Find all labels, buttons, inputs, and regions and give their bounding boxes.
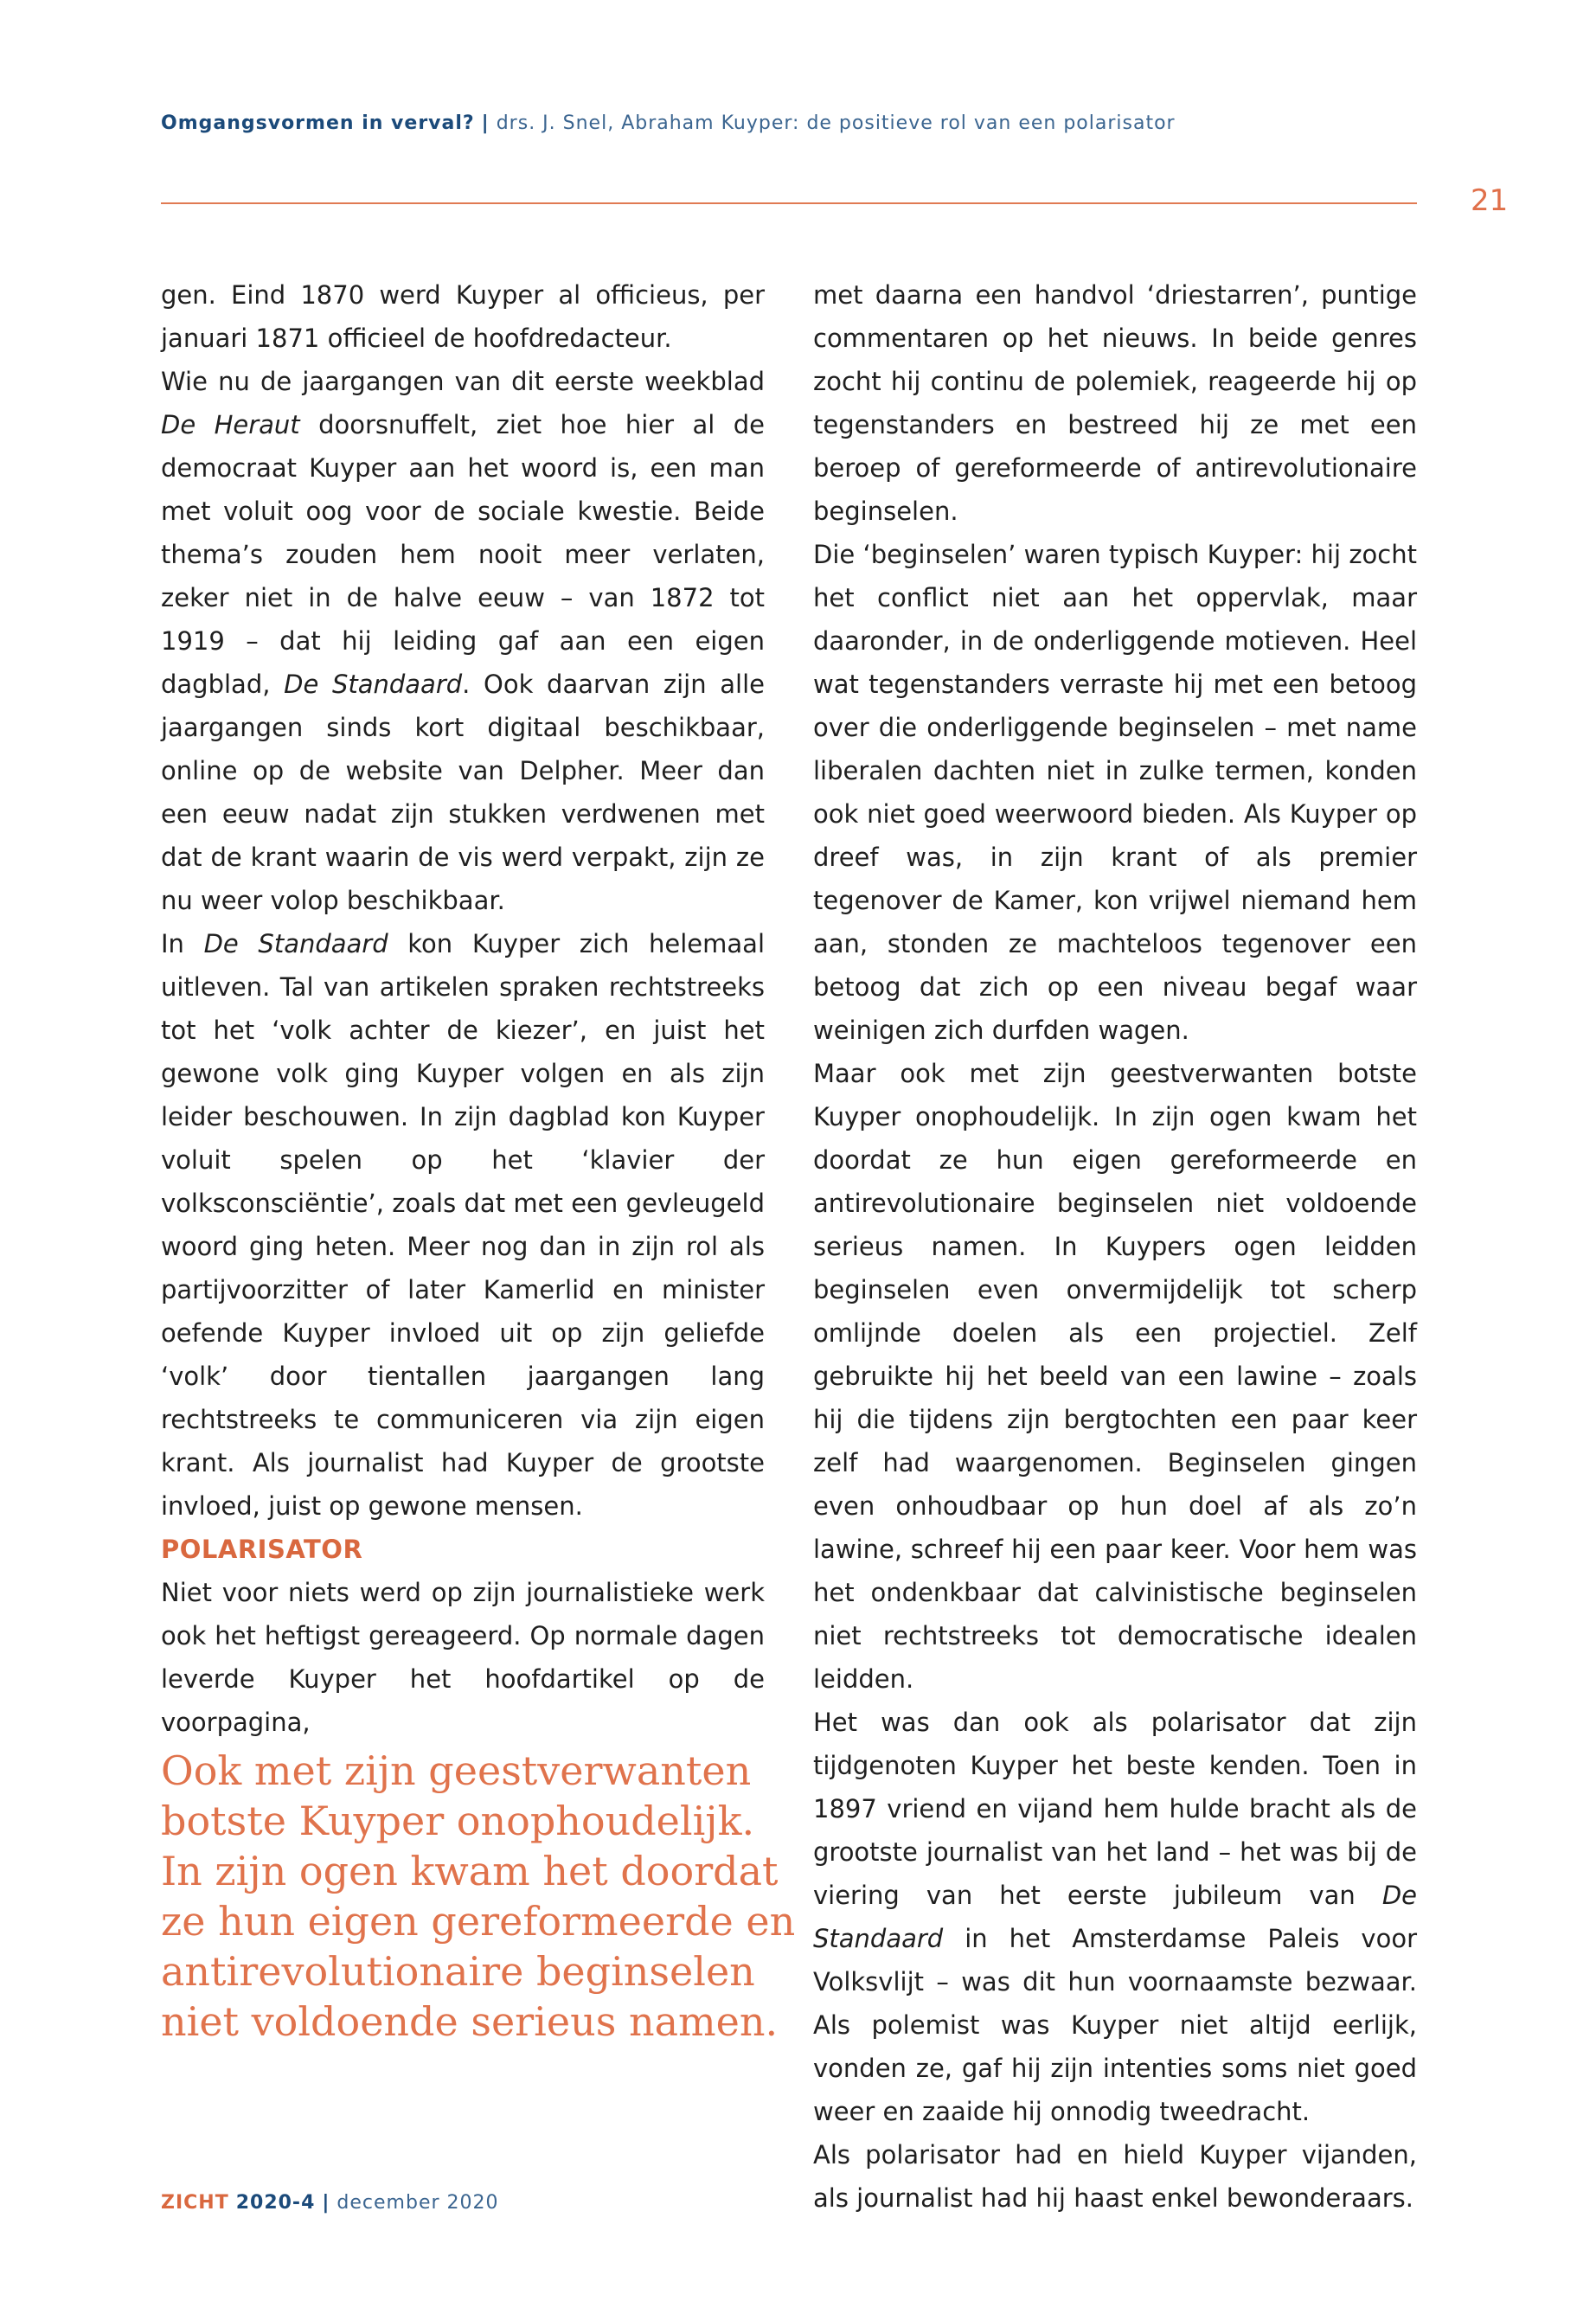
- left-paragraph-3: [161, 922, 765, 1528]
- footer-separator: |: [322, 2192, 330, 2214]
- footer-issue: 2020-4: [235, 2192, 316, 2214]
- header-rule: [161, 202, 1417, 204]
- italic-title: De Standaard: [813, 1881, 1417, 1953]
- text-run: Wie nu de jaargangen van dit eerste weekblad: [161, 367, 765, 396]
- left-paragraph-1: gen. Eind 1870 werd Kuyper al officieus, per januari 1871 officieel de hoofdredacteur.: [161, 280, 765, 353]
- right-paragraph-1: met daarna een handvol ‘driestarren’, puntige commentaren op het nieuws. In beide genres zocht hij continu de polemiek, reageerde hij op tegenstanders en bestreed hij ze met een beroep of gereformeerde of antirevolutionaire beginselen.: [813, 280, 1417, 526]
- text-run: kon Kuyper zich helemaal uitleven. Tal van artikelen spraken rechtstreeks tot het ‘volk achter de kiezer’, en juist het gewone volk ging Kuyper volgen en als zijn leider beschouwen. In zijn dagblad kon Kuyper voluit spelen op het ‘klavier der volksconsciëntie’, zoals dat met een gevleugeld woord ging heten. Meer nog dan in zijn rol als partijvoorzitter of later Kamerlid en minister oefende Kuyper invloed uit op zijn geliefde ‘volk’ door tientallen jaargangen lang rechtstreeks te communiceren via zijn eigen krant. Als journalist had Kuyper de grootste invloed, juist op gewone mensen.: [161, 929, 765, 1521]
- pull-quote-line: niet voldoende serieus namen.: [161, 1998, 779, 2045]
- right-paragraph-5: Als polarisator had en hield Kuyper vijanden, als journalist had hij haast enkel bewonderaars.: [813, 2140, 1417, 2213]
- footer-date: december 2020: [337, 2192, 499, 2214]
- text-run: In: [161, 929, 204, 958]
- pull-quote-line: Ook met zijn geestverwanten: [161, 1747, 752, 1794]
- right-paragraph-2: Die ‘beginselen’ waren typisch Kuyper: hij zocht het conflict niet aan het oppervlak, maar daaronder, in de onderliggende motieven. Heel wat tegenstanders verraste hij met een betoog over die onderliggende beginselen – met name liberalen dachten niet in zulke termen, konden ook niet goed weerwoord bieden. Als Kuyper op dreef was, in zijn krant of als premier tegenover de Kamer, kon vrijwel niemand hem aan, stonden ze machteloos tegenover een betoog dat zich op een niveau begaf waar weinigen zich durfden wagen.: [813, 540, 1417, 1045]
- left-paragraph-2: [161, 360, 765, 922]
- footer-brand: ZICHT: [161, 2192, 229, 2214]
- text-run: doorsnuffelt, ziet hoe hier al de democraat Kuyper aan het woord is, een man met voluit oog voor de sociale kwestie. Beide thema’s zouden hem nooit meer verlaten, zeker niet in de halve eeuw – van 1872 tot 1919 – dat hij leiding gaf aan een eigen dagblad,: [161, 410, 765, 699]
- text-run: in het Amsterdamse Paleis voor Volksvlijt – was dit hun voornaamste bezwaar. Als polemist was Kuyper niet altijd eerlijk, vonden ze, gaf hij zijn intenties soms niet goed weer en zaaide hij onnodig tweedracht.: [813, 1924, 1417, 2126]
- pull-quote-line: antirevolutionaire beginselen: [161, 1948, 755, 1995]
- left-column: [161, 273, 765, 1744]
- right-paragraph-3: Maar ook met zijn geestverwanten botste Kuyper onophoudelijk. In zijn ogen kwam het doordat ze hun eigen gereformeerde en antirevolutionaire beginselen niet voldoende serieus namen. In Kuypers ogen leidden beginselen even onvermijdelijk tot scherp omlijnde doelen als een projectiel. Zelf gebruikte hij het beeld van een lawine – zoals hij die tijdens zijn bergtochten een paar keer zelf had waargenomen. Beginselen gingen even onhoudbaar op hun doel af als zo’n lawine, schreef hij een paar keer. Voor hem was het ondenkbaar dat calvinistische beginselen niet rechtstreeks tot democratische idealen leidden.: [813, 1059, 1417, 1694]
- pull-quote-line: botste Kuyper onophoudelijk.: [161, 1798, 755, 1844]
- text-run: Het was dan ook als polarisator dat zijn tijdgenoten Kuyper het beste kenden. Toen in 1897 vriend en vijand hem hulde bracht als de grootste journalist van het land – het was bij de viering van het eerste jubileum van: [813, 1708, 1417, 1910]
- pull-quote-line: ze hun eigen gereformeerde en: [161, 1898, 796, 1945]
- right-paragraph-4: [813, 1701, 1417, 2133]
- running-head-separator: |: [481, 112, 490, 134]
- section-heading: POLARISATOR: [161, 1535, 363, 1564]
- running-head-title: Omgangsvormen in verval?: [161, 112, 475, 134]
- pull-quote-line: In zijn ogen kwam het doordat: [161, 1848, 779, 1894]
- italic-title: De Standaard: [203, 929, 388, 958]
- running-head: [161, 112, 1176, 134]
- pull-quote: [161, 1746, 796, 2047]
- left-paragraph-4: Niet voor niets werd op zijn journalistieke werk ook het heftigst gereageerd. Op normale dagen leverde Kuyper het hoofdartikel op de voorpagina,: [161, 1578, 765, 1737]
- page-number: 21: [1471, 183, 1509, 218]
- italic-title: De Standaard: [284, 670, 463, 699]
- italic-title: De Heraut: [161, 410, 300, 439]
- running-head-subtitle: drs. J. Snel, Abraham Kuyper: de positieve rol van een polarisator: [496, 112, 1176, 134]
- footer: [161, 2192, 499, 2214]
- text-run: . Ook daarvan zijn alle jaargangen sinds kort digitaal beschikbaar, online op de website van Delpher. Meer dan een eeuw nadat zijn stukken verdwenen met dat de krant waarin de vis werd verpakt, zijn ze nu weer volop beschikbaar.: [161, 670, 765, 915]
- right-column: [813, 273, 1417, 2220]
